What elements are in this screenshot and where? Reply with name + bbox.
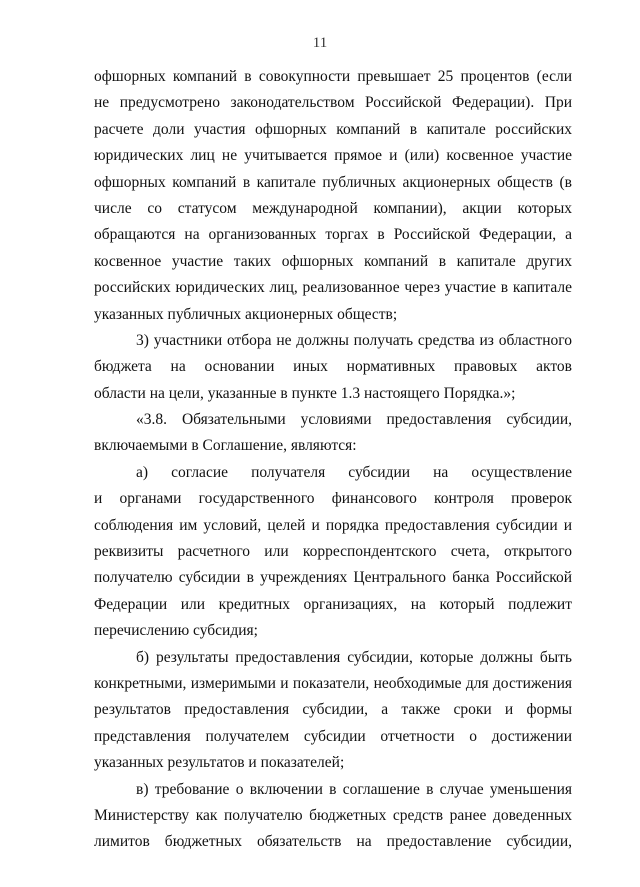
text-line: а) согласие получателя субсидии на осуществление xyxy=(136,463,572,481)
text-line: указанных результатов и показателей; xyxy=(94,754,345,772)
text-line: конкретными, измеримыми и показатели, необходимые для достижения xyxy=(94,674,572,692)
text-line: лимитов бюджетных обязательств на предоставление субсидии, xyxy=(94,833,572,851)
text-line: числе со статусом международной компании), акции которых xyxy=(94,199,572,217)
text-line: 3) участники отбора не должны получать средства из областного xyxy=(136,331,572,349)
text-line: получателю субсидии в учреждениях Центрального банка Российской xyxy=(94,569,572,587)
text-line: представления получателем субсидии отчетности о достижении xyxy=(94,727,572,745)
text-line: расчете доли участия офшорных компаний в капитале российских xyxy=(94,120,572,138)
document-body xyxy=(94,64,572,856)
text-line: б) результаты предоставления субсидии, которые должны быть xyxy=(136,648,572,666)
text-line: косвенное участие таких офшорных компаний в капитале других xyxy=(94,252,572,270)
text-line: области на цели, указанные в пункте 1.3 настоящего Порядка.»; xyxy=(94,384,516,402)
text-line: бюджета на основании иных нормативных правовых актов xyxy=(94,358,572,376)
text-line: офшорных компаний в совокупности превышает 25 процентов (если xyxy=(94,68,572,85)
text-line: офшорных компаний в капитале публичных акционерных обществ (в xyxy=(94,173,572,191)
text-line: российских юридических лиц, реализованное через участие в капитале xyxy=(94,279,572,297)
text-line: Федерации или кредитных организациях, на который подлежит xyxy=(94,595,572,613)
text-line: результатов предоставления субсидии, а также сроки и формы xyxy=(94,701,572,719)
text-line: реквизиты расчетного или корреспондентского счета, открытого xyxy=(94,543,572,561)
text-line: и органами государственного финансового контроля проверок xyxy=(94,490,572,508)
text-line: Министерству как получателю бюджетных средств ранее доведенных xyxy=(94,806,572,824)
text-line: «3.8. Обязательными условиями предоставления субсидии, xyxy=(136,411,572,429)
text-line: юридических лиц не учитывается прямое и (или) косвенное участие xyxy=(94,147,572,165)
text-line: указанных публичных акционерных обществ; xyxy=(94,305,398,323)
page-number: 11 xyxy=(312,35,328,51)
text-line: в) требование о включении в соглашение в случае уменьшения xyxy=(136,780,572,798)
text-line: не предусмотрено законодательством Российской Федерации). При xyxy=(94,94,572,112)
text-line: соблюдения им условий, целей и порядка предоставления субсидии и xyxy=(94,516,572,534)
text-line: перечислению субсидия; xyxy=(94,622,258,640)
text-line: включаемыми в Соглашение, являются: xyxy=(94,437,357,455)
text-line: обращаются на организованных торгах в Российской Федерации, а xyxy=(94,226,572,244)
